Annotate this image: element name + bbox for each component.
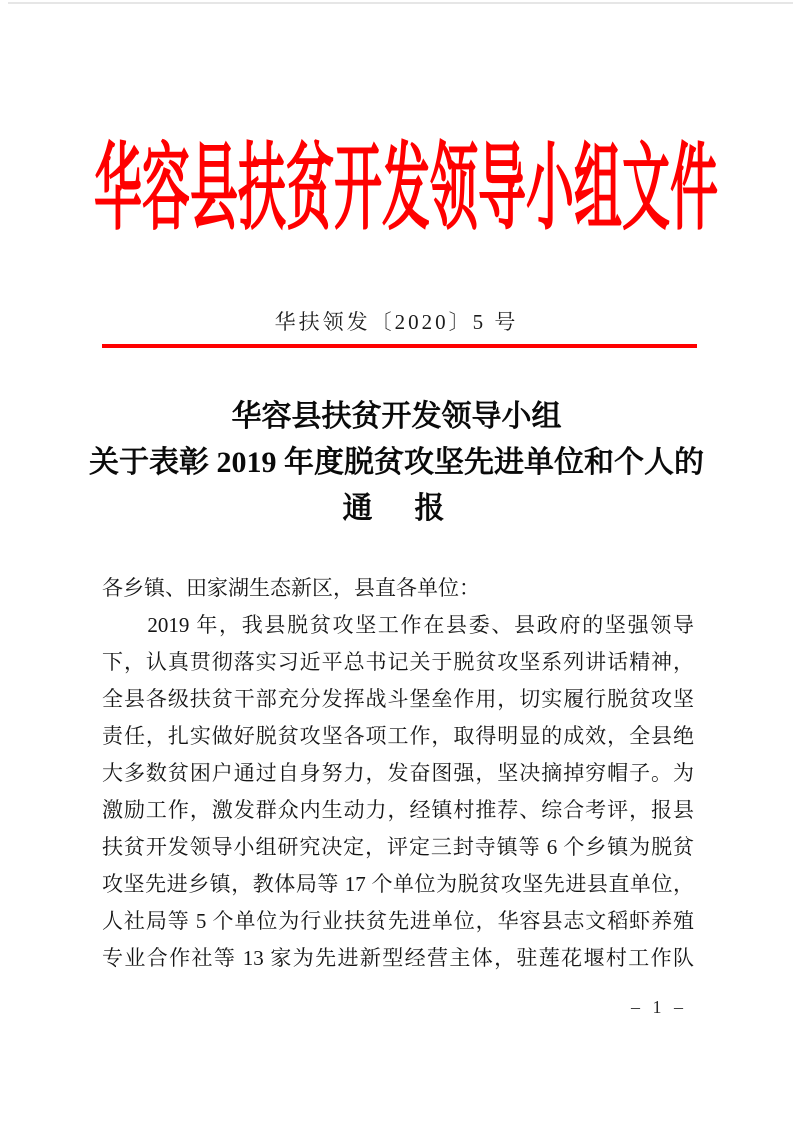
body-line: 责任，扎实做好脱贫攻坚各项工作，取得明显的成效，全县绝 — [102, 724, 694, 748]
body-line: 人社局等 5 个单位为行业扶贫先进单位，华容县志文稻虾养殖 — [102, 909, 694, 933]
page-number: – 1 – — [631, 997, 687, 1017]
body-line: 全县各级扶贫干部充分发挥战斗堡垒作用，切实履行脱贫攻坚 — [102, 687, 694, 711]
body-line: 激励工作，激发群众内生动力，经镇村推荐、综合考评，报县 — [102, 798, 694, 822]
document-body — [102, 570, 694, 977]
document-number: 华扶领发〔2020〕5 号 — [274, 310, 519, 334]
scan-edge-artifact — [8, 2, 793, 4]
salutation-line: 各乡镇、田家湖生态新区，县直各单位： — [102, 576, 480, 600]
body-line: 扶贫开发领导小组研究决定，评定三封寺镇等 6 个乡镇为脱贫 — [102, 835, 694, 859]
body-line: 下，认真贯彻落实习近平总书记关于脱贫攻坚系列讲话精神， — [102, 650, 694, 674]
red-divider-rule — [102, 344, 697, 348]
body-line: 攻坚先进乡镇，教体局等 17 个单位为脱贫攻坚先进县直单位， — [102, 872, 694, 896]
title-line-doc-type: 通 报 — [342, 492, 451, 525]
title-line-authority: 华容县扶贫开发领导小组 — [231, 400, 562, 433]
document-title — [0, 394, 793, 532]
body-line: 专业合作社等 13 家为先进新型经营主体，驻莲花堰村工作队 — [102, 946, 694, 970]
issuing-authority-banner-text: 华容县扶贫开发领导小组文件 — [93, 134, 718, 241]
title-line-subject: 关于表彰 2019 年度脱贫攻坚先进单位和个人的 — [89, 446, 704, 479]
body-line: 大多数贫困户通过自身努力，发奋图强，坚决摘掉穷帽子。为 — [102, 761, 694, 785]
red-header-banner — [0, 134, 793, 241]
body-line: 2019 年，我县脱贫攻坚工作在县委、县政府的坚强领导 — [102, 613, 694, 637]
